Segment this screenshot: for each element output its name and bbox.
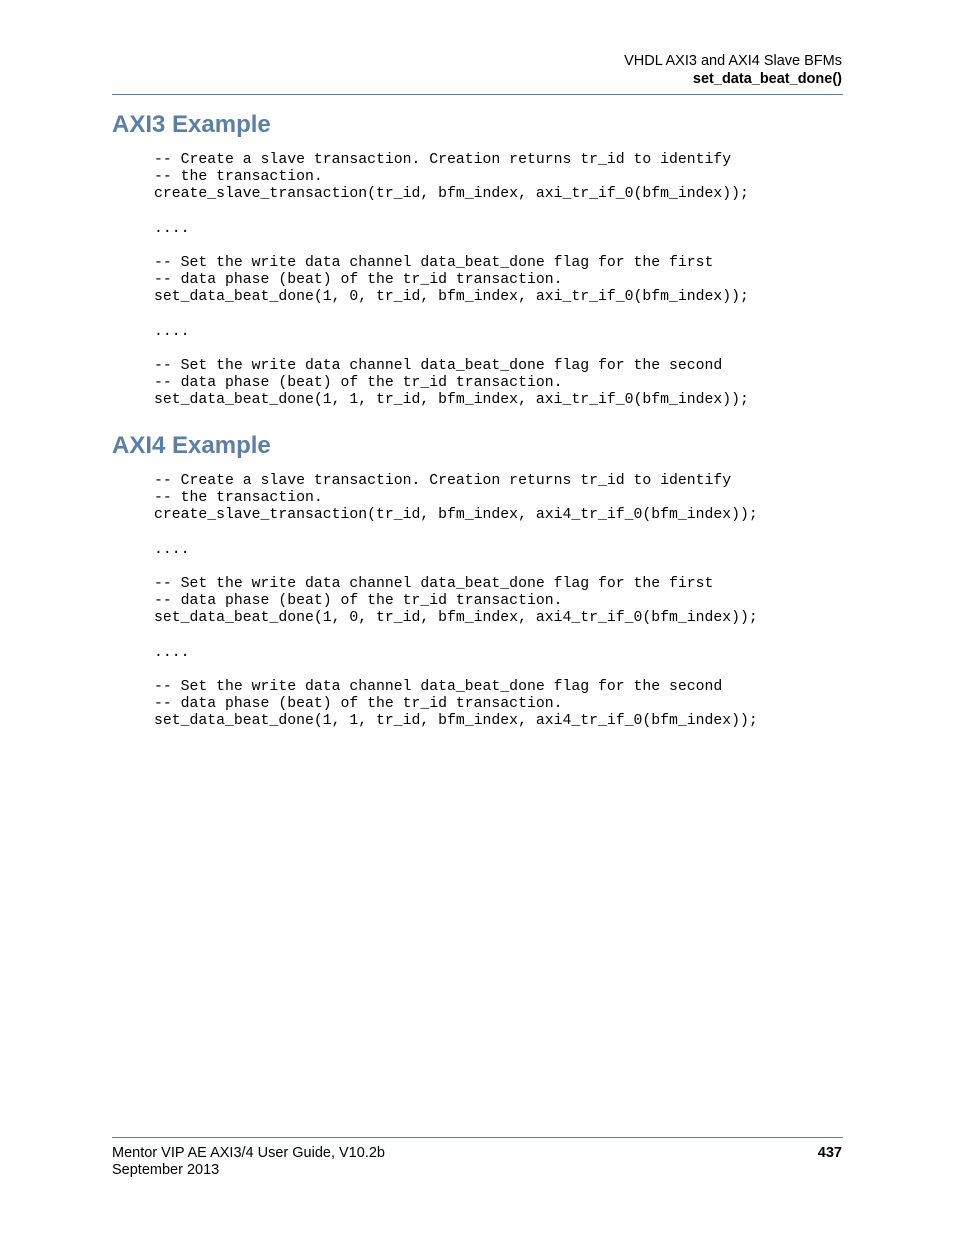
axi4-example-code: -- Create a slave transaction. Creation returns tr_id to identify -- the transaction. create_slave_transaction(tr_id, bfm_index, axi4_tr_if_0(bfm_index)); .... -- Set the write data channel data_beat_done flag for the first -- data phase (beat) of the tr_id transaction. set_data_beat_done(1, 0, tr_id, bfm_index, axi4_tr_if_0(bfm_index)); .... -- Set the write data channel data_beat_done flag for the second -- data phase (beat) of the tr_id transaction. set_data_beat_done(1, 1, tr_id, bfm_index, axi4_tr_if_0(bfm_index)); [154,473,758,730]
header-divider [112,94,843,95]
footer-date: September 2013 [112,1162,220,1178]
footer-divider [112,1137,843,1138]
page-number: 437 [817,1145,842,1161]
footer-info [112,1145,385,1179]
axi3-example-code: -- Create a slave transaction. Creation returns tr_id to identify -- the transaction. create_slave_transaction(tr_id, bfm_index, axi_tr_if_0(bfm_index)); .... -- Set the write data channel data_beat_done flag for the first -- data phase (beat) of the tr_id transaction. set_data_beat_done(1, 0, tr_id, bfm_index, axi_tr_if_0(bfm_index)); .... -- Set the write data channel data_beat_done flag for the second -- data phase (beat) of the tr_id transaction. set_data_beat_done(1, 1, tr_id, bfm_index, axi_tr_if_0(bfm_index)); [154,152,749,409]
header-chapter-title: VHDL AXI3 and AXI4 Slave BFMs [624,53,842,69]
footer-guide-title: Mentor VIP AE AXI3/4 User Guide, V10.2b [112,1145,385,1161]
header-section-title: set_data_beat_done() [692,71,842,87]
axi4-example-heading: AXI4 Example [112,432,271,459]
running-header [624,52,842,88]
axi3-example-heading: AXI3 Example [112,111,271,138]
